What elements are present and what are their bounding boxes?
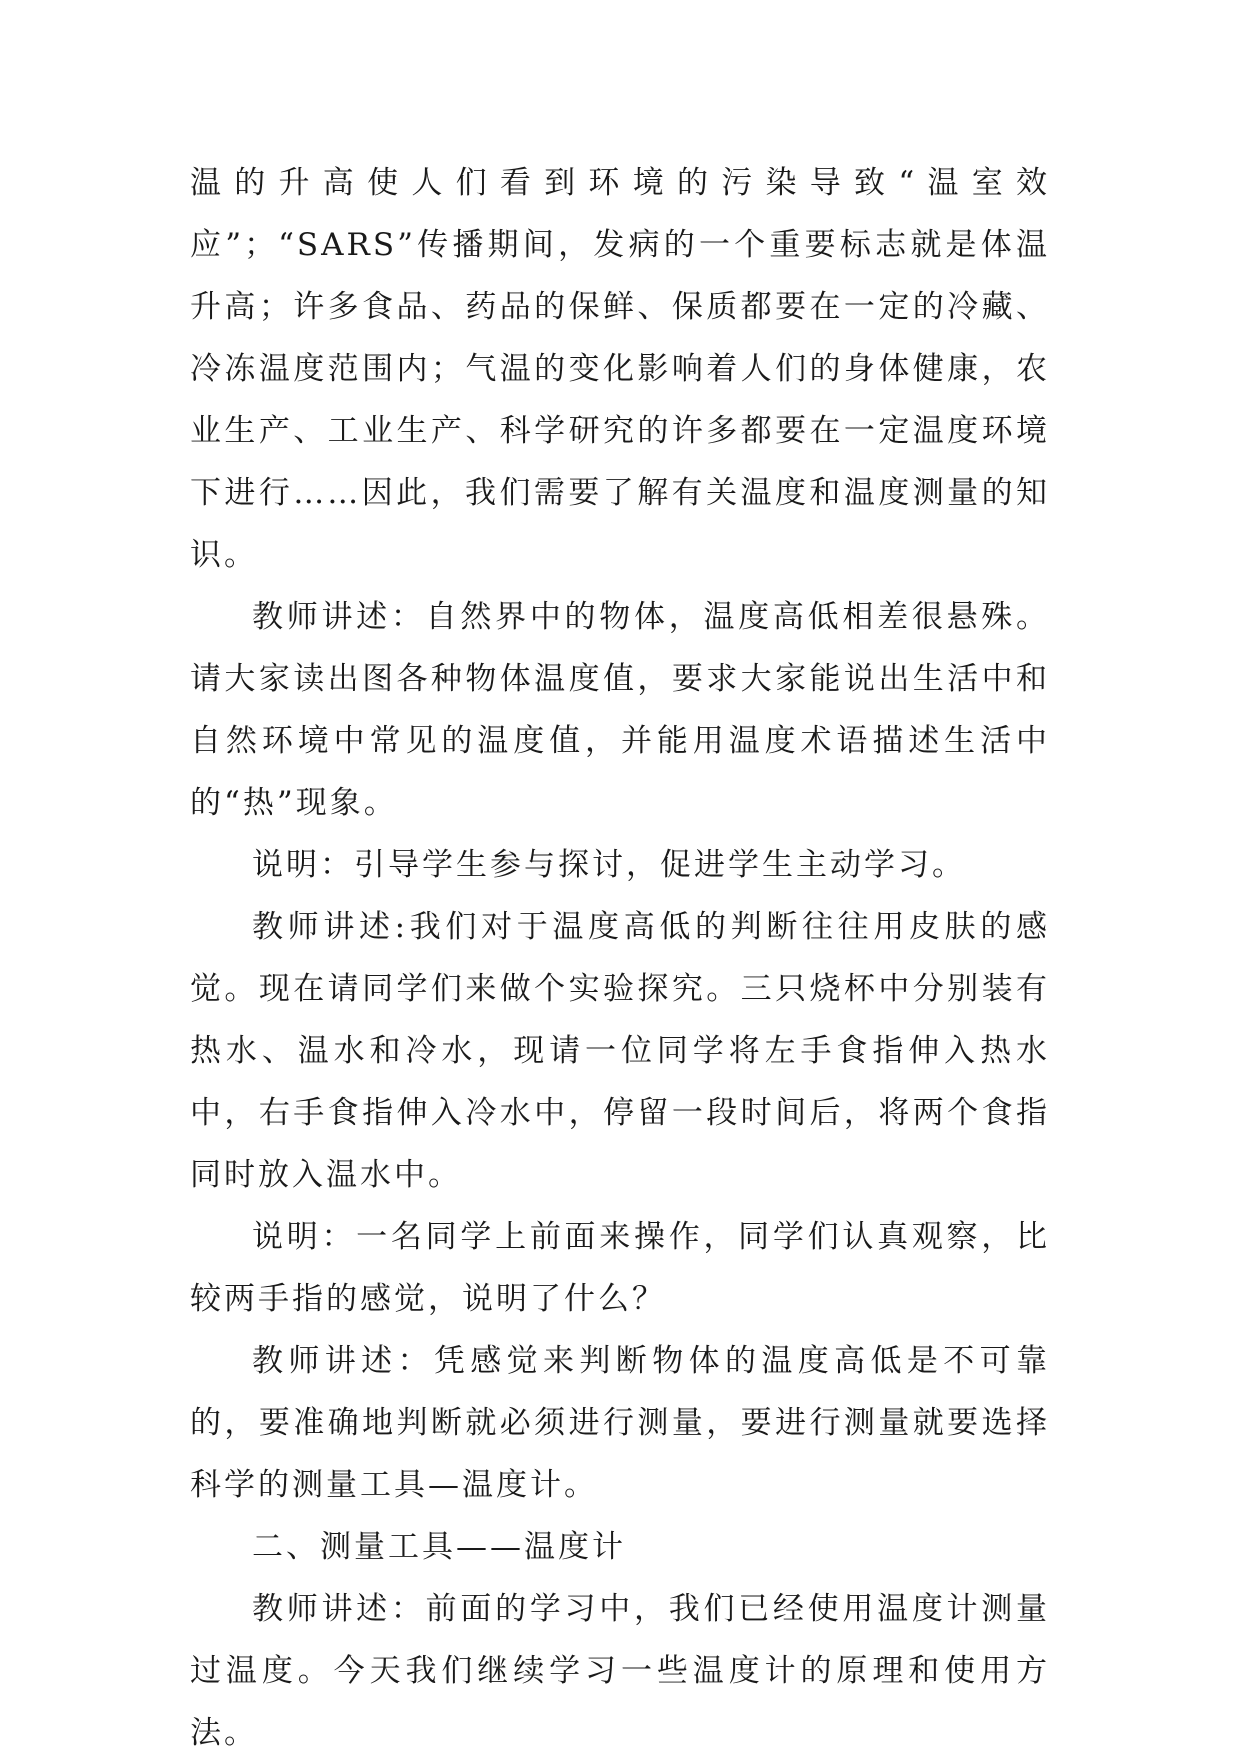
section-heading-thermometer: 二、测量工具——温度计 xyxy=(252,1529,626,1565)
paragraph-teacher-measure: 教师讲述：凭感觉来判断物体的温度高低是不可靠的，要准确地判断就必须进行测量，要进行测量就要选择科学的测量工具—温度计。 xyxy=(190,1343,1050,1503)
paragraph-note-discussion: 说明：引导学生参与探讨，促进学生主动学习。 xyxy=(252,847,966,883)
paragraph-note-observe: 说明：一名同学上前面来操作，同学们认真观察，比较两手指的感觉，说明了什么？ xyxy=(190,1219,1050,1317)
paragraph-teacher-experiment: 教师讲述:我们对于温度高低的判断往往用皮肤的感觉。现在请同学们来做个实验探究。三只烧杯中分别装有热水、温水和冷水，现请一位同学将左手食指伸入热水中，右手食指伸入冷水中，停留一段时间后，将两个食指同时放入温水中。 xyxy=(190,909,1050,1193)
paragraph-teacher-thermometer: 教师讲述：前面的学习中，我们已经使用温度计测量过温度。今天我们继续学习一些温度计的原理和使用方法。 xyxy=(190,1591,1050,1751)
document-page xyxy=(190,152,1050,1764)
paragraph-teacher-intro: 教师讲述：自然界中的物体，温度高低相差很悬殊。请大家读出图各种物体温度值，要求大家能说出生活中和自然环境中常见的温度值，并能用温度术语描述生活中的“热”现象。 xyxy=(190,599,1050,821)
paragraph-continuation: 温的升高使人们看到环境的污染导致“温室效应”；“SARS”传播期间，发病的一个重要标志就是体温升高；许多食品、药品的保鲜、保质都要在一定的冷藏、冷冻温度范围内；气温的变化影响着人们的身体健康，农业生产、工业生产、科学研究的许多都要在一定温度环境下进行……因此，我们需要了解有关温度和温度测量的知识。 xyxy=(190,165,1050,573)
